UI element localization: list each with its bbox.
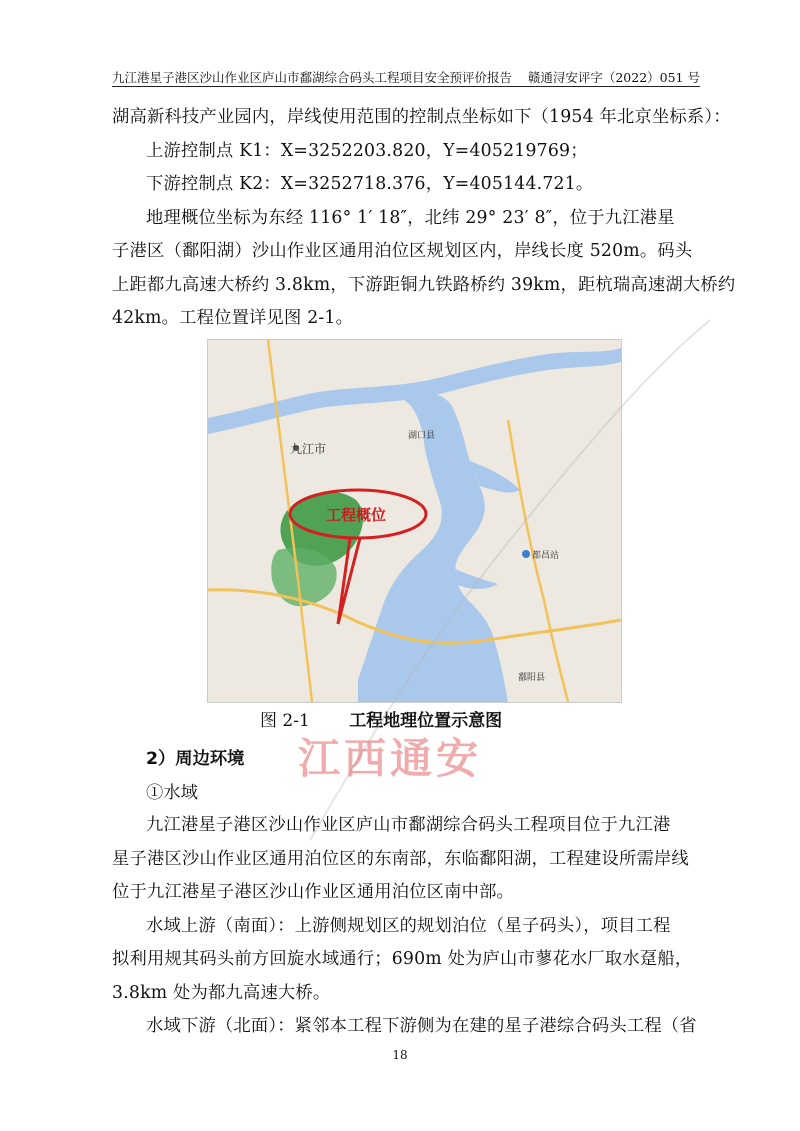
intro-line: 湖高新科技产业园内，岸线使用范围的控制点坐标如下（1954 年北京坐标系）： bbox=[112, 107, 731, 127]
header-document-number: 赣通浔安评字（2022）051 号 bbox=[527, 70, 700, 85]
water-line: 3.8km 处为都九高速大桥。 bbox=[112, 982, 331, 1003]
map-label-hukou: 湖口县 bbox=[408, 431, 436, 441]
subsection-heading: ①水域 bbox=[146, 783, 198, 803]
location-line: 上距都九高速大桥约 3.8km，下游距铜九铁路桥约 39km，距杭瑞高速湖大桥约 bbox=[112, 274, 736, 295]
map-label-jiujiang: 九江市 bbox=[290, 442, 327, 456]
watermark-text: 江西通安 bbox=[298, 734, 483, 783]
page-header bbox=[112, 66, 700, 87]
page-number: 18 bbox=[392, 1048, 408, 1062]
location-line: 地理概位坐标为东经 116° 1′ 18″，北纬 29° 23′ 8″，位于九江港星 bbox=[146, 207, 675, 228]
section-heading: 2）周边环境 bbox=[146, 749, 245, 769]
water-line: 位于九江港星子港区沙山作业区通用泊位区南中部。 bbox=[112, 882, 515, 902]
map-label-poyang: 鄱阳县 bbox=[518, 673, 546, 683]
control-point-k1: 上游控制点 K1：X=3252203.820，Y=405219769； bbox=[146, 140, 588, 161]
water-line: 九江港星子港区沙山作业区庐山市鄱湖综合码头工程项目位于九江港 bbox=[146, 815, 671, 835]
control-point-k2: 下游控制点 K2：X=3252718.376，Y=405144.721。 bbox=[146, 174, 594, 194]
location-line: 子港区（鄱阳湖）沙山作业区通用泊位区规划区内，岸线长度 520m。码头 bbox=[112, 241, 693, 261]
map-label-duchang: 都昌站 bbox=[532, 551, 560, 561]
water-line: 水域下游（北面）：紧邻本工程下游侧为在建的星子港综合码头工程（省 bbox=[146, 1016, 697, 1036]
header-report-title: 九江港星子港区沙山作业区庐山市鄱湖综合码头工程项目安全预评价报告 bbox=[112, 70, 513, 85]
figure-number: 图 2-1 bbox=[260, 711, 310, 731]
stamp-watermark bbox=[290, 280, 730, 880]
location-line: 42km。工程位置详见图 2-1。 bbox=[112, 308, 354, 328]
water-line: 星子港区沙山作业区通用泊位区的东南部，东临鄱阳湖，工程建设所需岸线 bbox=[112, 848, 689, 869]
water-line: 水域上游（南面）：上游侧规划区的规划泊位（星子码头），项目工程 bbox=[146, 915, 671, 936]
water-line: 拟利用规其码头前方回旋水域通行；690m 处为庐山市蓼花水厂取水趸船， bbox=[112, 949, 693, 969]
map-label-project: 工程概位 bbox=[326, 506, 387, 524]
water-section bbox=[112, 809, 720, 1044]
figure-title: 工程地理位置示意图 bbox=[349, 711, 503, 731]
